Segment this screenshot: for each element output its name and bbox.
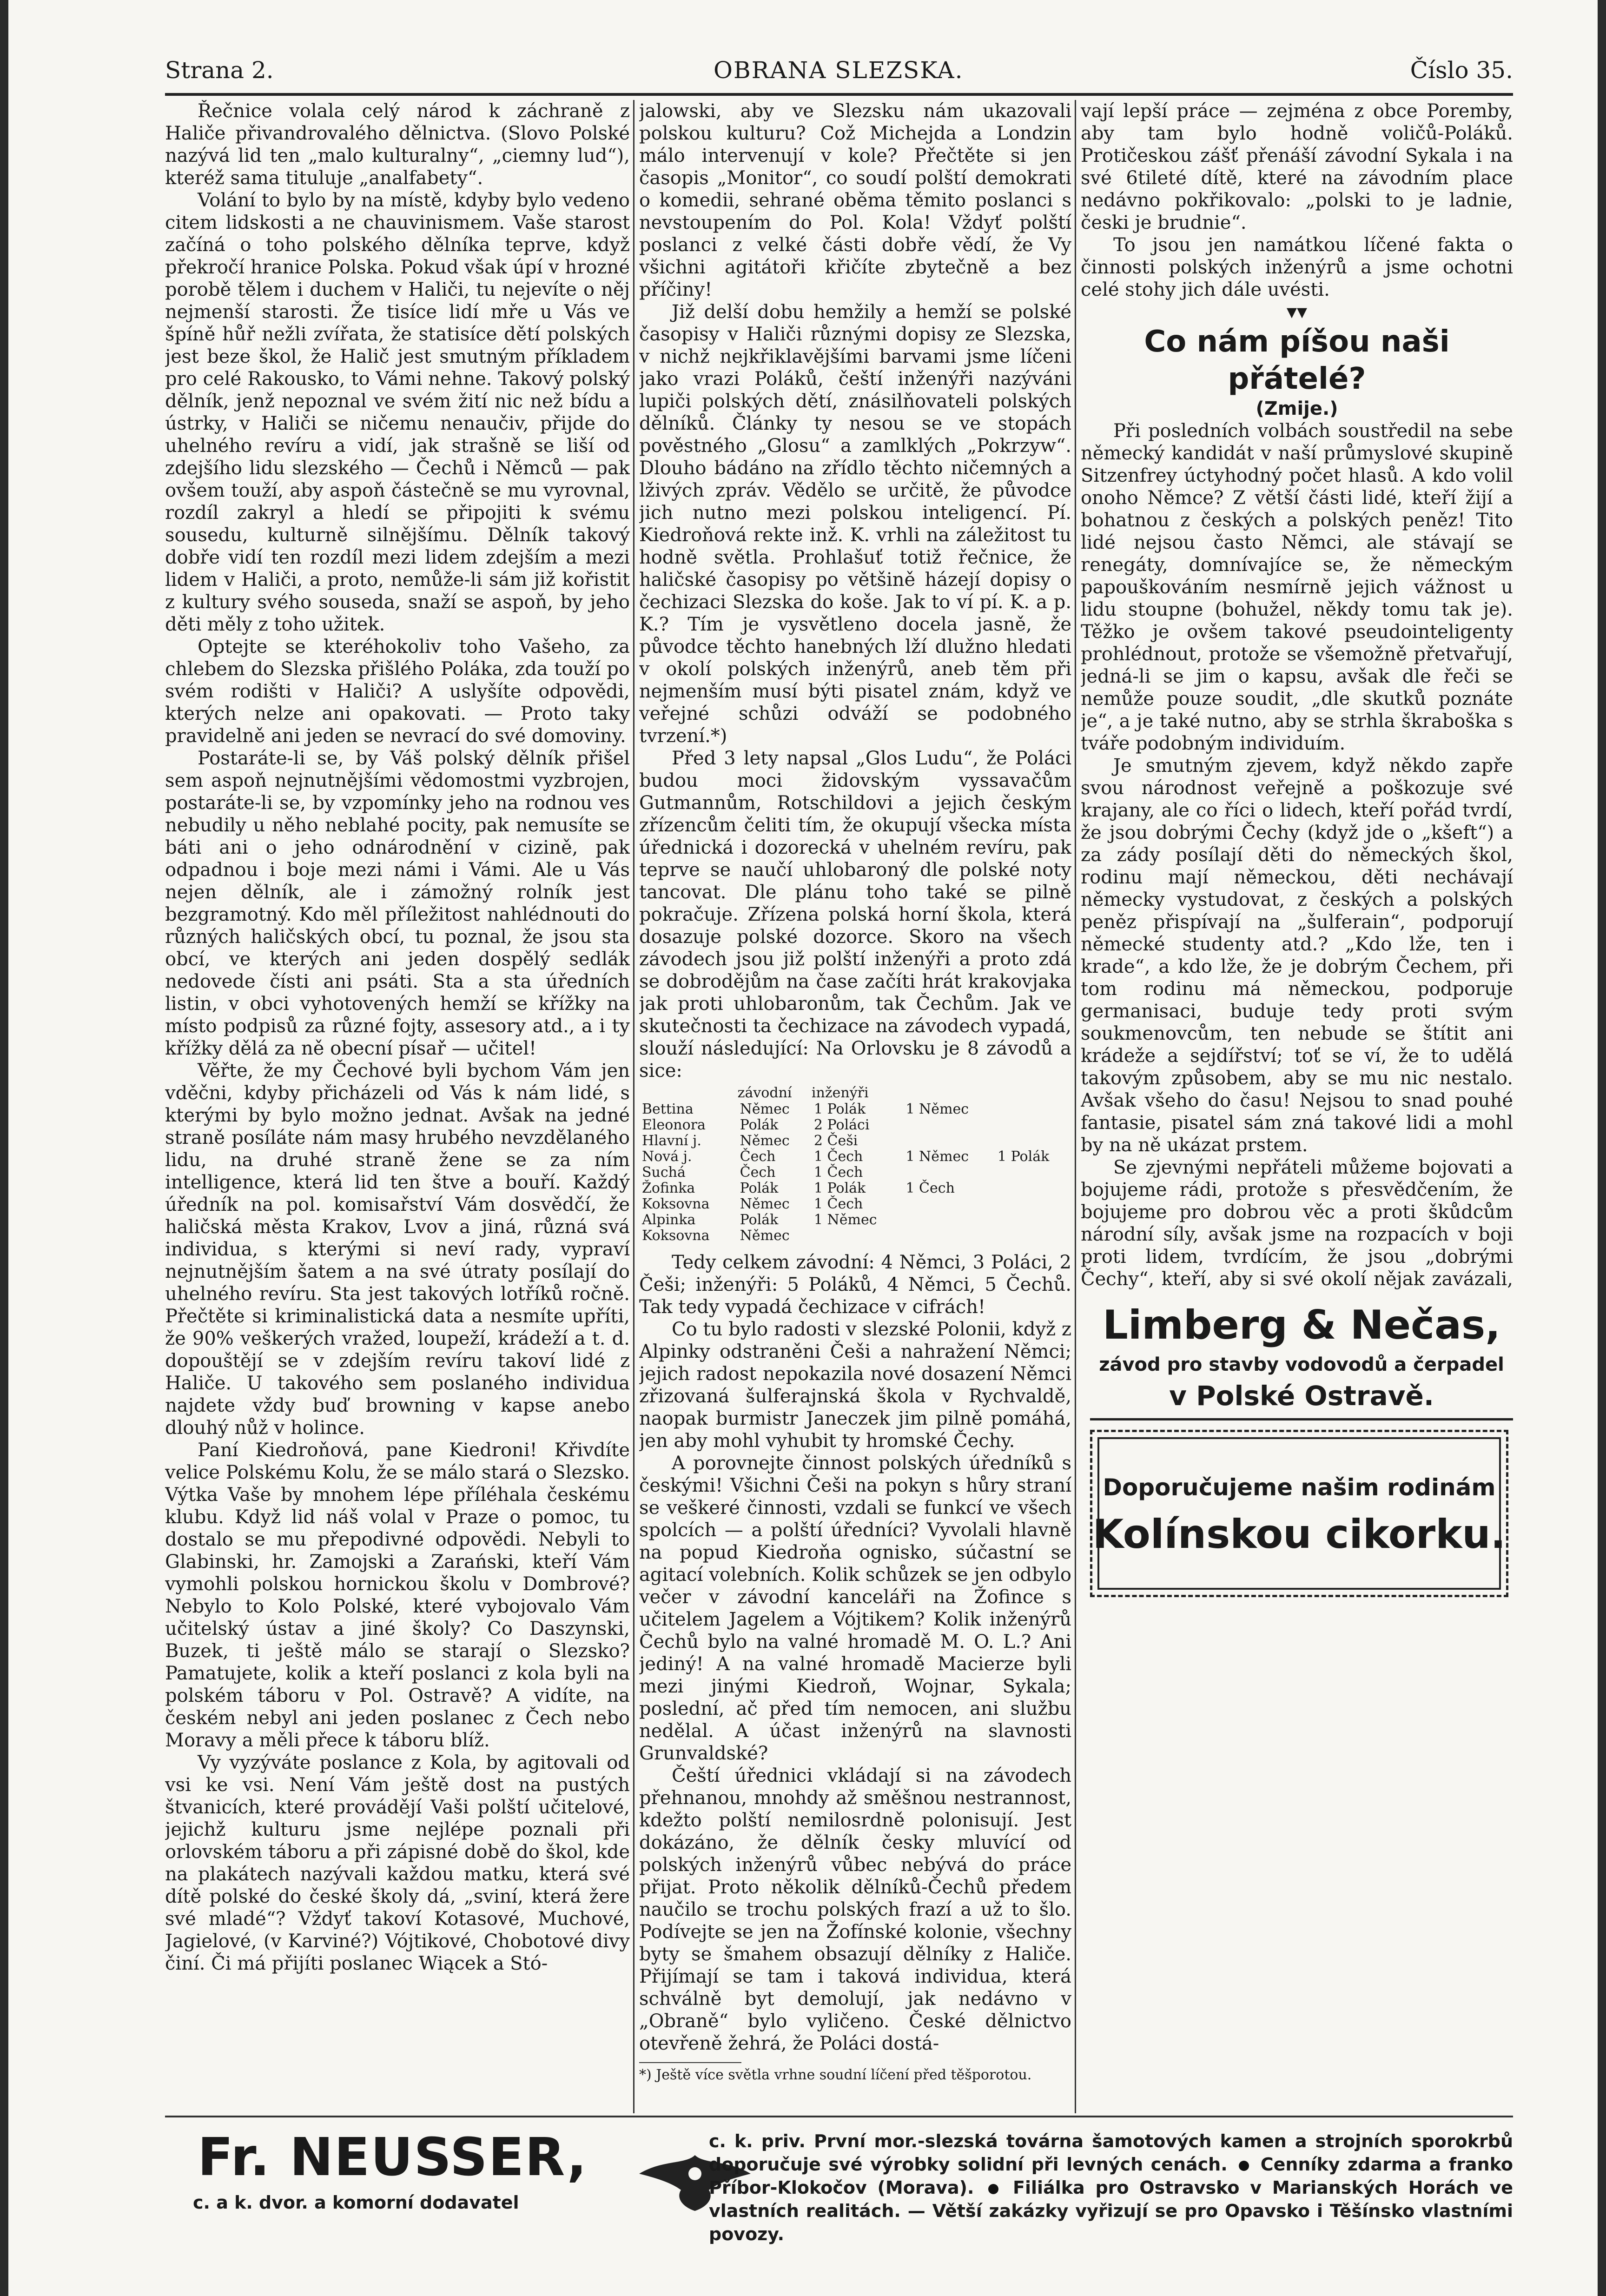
- column-divider-1: [633, 100, 634, 2113]
- issue-number: Číslo 35.: [1410, 57, 1513, 84]
- article-title: Co nám píšou naši přátelé?: [1144, 325, 1450, 396]
- paragraph: vají lepší práce — zejména z obce Poremby, aby tam bylo hodně voličů-Poláků. Protičeskou zášť přenáší závodní Sykala i na své 6tileté dítě, které na závodním place nedávno pokřikovalo: „polski to je ladnie, česki je brudnie“.: [1081, 100, 1513, 233]
- footnote-rule: [639, 2062, 741, 2063]
- ad-neusser-text-b: Cenníky zdarma a franko Příbor-Klokočov (Morava).: [709, 2154, 1513, 2198]
- paragraph: Paní Kiedroňová, pane Kiedroni! Křivdíte velice Polskému Kolu, že se málo stará o Slezsko. Výtka Vaše by mnohem lépe příléhala českému klubu. Když lid náš volal v Praze o pomoc, tu dostalo se mu přepodivné odpovědi. Nebyli to Glabinski, hr. Zamojski a Zarański, kteří Vám vymohli polskou hornickou školu v Dombrové? Nebylo to Kolo Polské, které vybojovalo Vám učitelský ústav a jiné školy? Co Daszynski, Buzek, ti ještě málo se starají o Slezsko? Pamatujete, kolik a kteří poslanci z kola byli na polském táboru v Pol. Ostravě? A vidíte, na českém nebyl ani jeden poslanec z Čech nebo Moravy a měli přece k táboru blíž.: [165, 1440, 630, 1751]
- table-row: Žofinka Polák 1 Polák 1 Čech: [642, 1180, 955, 1196]
- paragraph: Vy vyzýváte poslance z Kola, by agitovali od vsi ke vsi. Není Vám ještě dost na pustých štvanicích, které provádějí Vaši polští učitelové, jejichž kulturu jsme nejlépe poznali při orlovském táboru a při zápisné době do škol, kde na plakátech nazývali každou matku, která své dítě polské do české školy dá, „sviní, která žere své mladé“? Vždyť takoví Kotasové, Muchové, Jagielové, (v Karviné?) Vójtikové, Chobotové divy činí. Či má přijíti poslanec Wiącek a Stó-: [165, 1752, 630, 1974]
- ad-neusser-text-a: c. k. priv. První mor.-slezská továrna šamotových kamen a strojních sporokrbů doporučuje své výrobky solidní při levných cenách.: [709, 2131, 1513, 2175]
- page-number: Strana 2.: [165, 57, 274, 84]
- paragraph: Při posledních volbách soustředil na sebe německý kandidát v naší průmyslové skupině Sitzenfrey úctyhodný počet hlasů. A kdo volil onoho Němce? Z větší části lidé, kteří žijí a bohatnou z českých a polských peněz! Tito lidé nejsou často Němci, ale stávají se renegáty, domnívajíce se, že německým papouškováním nesmírně jejich vážnost u lidu stoupne (bohužel, někdy tomu tak je). Těžko je ovšem takové pseudointeligenty prohlédnout, protože se všemožně přetvařují, jedná-li se jim o kapsu, avšak dle řeči se nemůže pouze soudit, „dle skutků poznáte je“, a je také nutno, aby se strhla škraboška s tváře podobným individuím.: [1081, 420, 1513, 754]
- section-ornament: ▾▾: [1286, 300, 1308, 324]
- column-1: [165, 100, 630, 2113]
- paragraph: Čeští úřednici vkládají si na závodech přehnanou, mnohdy až směšnou nestrannost, kdežto polští nemilosrdně polonisují. Jest dokázáno, že dělník česky mluvící od polských inženýrů vůbec nebývá do práce přijat. Proto několik dělníků-Čechů předem naučilo se trochu polských frazí a už to šlo. Podívejte se jen na Žofínské kolonie, všechny byty se šmahem obsazují dělníky z Haliče. Přijímají se tam i taková individua, která schválně byt demolují, jak nedávno v „Obraně“ bylo vyličeno. České dělnictvo otevřeně žehrá, že Poláci dostá-: [639, 1765, 1071, 2054]
- advertisements: [1090, 1302, 1513, 2111]
- ad-cikorka-line2: Kolínskou cikorku.: [1092, 1511, 1506, 1558]
- table-row: Nová j. Čech 1 Čech 1 Němec 1 Polák: [642, 1148, 1050, 1165]
- ad-limberg-line2: v Polské Ostravě.: [1169, 1380, 1434, 1412]
- bullet-icon: [988, 2184, 998, 2194]
- table-row: Eleonora Polák 2 Poláci: [642, 1117, 870, 1133]
- column-2: [639, 100, 1071, 2113]
- article-subtitle: (Zmije.): [1256, 398, 1338, 419]
- footnote: *) Ještě více světla vrhne soudní líčení před těšporotou.: [639, 2067, 1032, 2083]
- ad-limberg-line1: závod pro stavby vodovodů a čerpadel: [1099, 1354, 1504, 1375]
- newspaper-title: OBRANA SLEZSKA.: [714, 57, 964, 84]
- table-row: Hlavní j. Němec 2 Češi: [642, 1133, 858, 1149]
- ad-limberg-title: Limberg & Nečas,: [1103, 1302, 1500, 1348]
- table-row: Alpinka Polák 1 Němec: [642, 1212, 877, 1228]
- header-rule: [165, 93, 1513, 96]
- table-header-zavodni: závodní: [737, 1085, 792, 1101]
- table-header-inzenyri: inženýři: [811, 1085, 869, 1101]
- paragraph: Tedy celkem závodní: 4 Němci, 3 Poláci, 2 Češi; inženýři: 5 Poláků, 4 Němci, 5 Čechů. Tak tedy vypadá čechizace v cifrách!: [639, 1252, 1071, 1318]
- table-row: Koksovna Němec: [642, 1228, 790, 1244]
- paragraph: Před 3 lety napsal „Glos Ludu“, že Poláci budou moci židovským vyssavačům Gutmannům, Rotschildovi a jejich českým zřízencům čeliti tím, že okupují všecka místa úřednická i dozorecká v uhelném revíru, pak teprve se naučí uhlobaroný dle polské noty tancovat. Dle plánu toho také se pilně pokračuje. Zřízena polská horní škola, která dosazuje polské dozorce. Skoro na všech závodech jsou již polští inženýři a proto zdá se dobrodějům na čase začíti hrát krakovjaka jak proti uhlobaronům, tak Čechům. Jak ve skutečnosti ta čechizace na závodech vypadá, slouží následující: Na Orlovsku je 8 závodů a sice:: [639, 748, 1071, 1082]
- ad-neusser-subtitle: c. a k. dvor. a komorní dodavatel: [193, 2192, 519, 2213]
- paragraph: To jsou jen namátkou líčené fakta o činnosti polských inženýrů a jsme ochotni celé stohy jich dále uvésti.: [1081, 234, 1513, 300]
- table-row: Bettina Němec 1 Polák 1 Němec: [642, 1101, 969, 1117]
- paragraph: Volání to bylo by na místě, kdyby bylo vedeno citem lidskosti a ne chauvinismem. Vaše starost začíná o toho polského dělníka teprve, když překročí hranice Polska. Pokud však úpí v hrozné porobě tělem i duchem v Haliči, tu nejevíte o něj nejmenší starosti. Že tisíce lidí mře u Vás ve špíně hůř nežli zvířata, že statisíce dětí polských jest beze škol, že Halič jest smutným příkladem pro celé Rakousko, to Vámi nehne. Takový polský dělník, jenž nepoznal ve svém žití nic než bídu a ústrky, v Haliči se ničemu nenaučiv, přijde do uhelného revíru a vidí, jak strašně se liší od zdejšího lidu slezského — Čechů i Němců — pak ovšem touží, aby aspoň částečně se mu vyrovnal, rozdíl zakryl a hledí se připojiti k svému sousedu, kulturně silnějšímu. Dělník takový dobře vidí ten rozdíl mezi lidem zdejším a mezi lidem v Haliči, a proto, nemůže-li sám již kořistit z kultury svého souseda, snaží se aspoň, by jeho děti měly z toho užitek.: [165, 190, 630, 635]
- scan-border-left: [0, 0, 8, 2296]
- paragraph: Již delší dobu hemžily a hemží se polské časopisy v Haliči různými dopisy ze Slezska, v nichž nejkřiklavějšími barvami jsme líčeni jako vrazi Poláků, čeští inženýři nazýváni lupiči polských dětí, znásilňovateli polských dělníků. Články ty nesou se ve stopách pověstného „Glosu“ a zamlklých „Pokrzyw“. Dlouho bádáno na zřídlo těchto ničemných a lživých zpráv. Vědělo se určitě, že původce jich nutno mezi polskou inteligencí. Pí. Kiedroňová rekte inž. K. vrhli na záležitost tu hodně světla. Prohlašuť totiž řečnice, že haličské časopisy po většině házejí dopisy o čechizaci Slezska do koše. Jak to ví pí. K. a p. K.? Tím je vysvětleno docela jasně, že původce těchto hanebných lží dlužno hledati v okolí polských inženýrů, aneb těm při nejmenším musí býti pisatel znám, když ve veřejné schůzi odváží se podobného tvrzení.*): [639, 301, 1071, 747]
- table-row: Suchá Čech 1 Čech: [642, 1164, 863, 1181]
- works-table: [639, 1085, 1071, 1244]
- ad-rule: [1090, 1418, 1513, 1420]
- scan-border-right: [1598, 0, 1606, 2296]
- paragraph: Věřte, že my Čechové byli bychom Vám jen vděčni, kdyby přicházeli od Vás k nám lidé, s kterými by bylo možno jednat. Avšak na jedné straně posíláte nám masy hrubého nevzdělaného lidu, na druhé straně žene se za ním intelligence, která lid ten štve a bouří. Každý úředník na pol. komisařství Vám dosvědčí, že haličská města Krakov, Lvov a jiná, různá svá individua, s kterými si neví rady, vypraví nejnutnějším šatem a na své útraty posílají do uhelného revíru. Sta jest takových lotříků ročně. Přečtěte si kriminalistická data a nesmíte upříti, že 90% veškerých vražed, loupeží, krádeží a t. d. dopouštějí se v zdejším revíru takoví lidé z Haliče. U takového sem poslaného individua najdete vždy buď browning v kapse anebo dlouhý nůž v holince.: [165, 1060, 630, 1439]
- paragraph: A porovnejte činnost polských úředníků s českými! Všichni Češi na pokyn s hůry straní se veškeré činnosti, vzdali se funkcí ve všech spolcích — a polští úředníci? Vyvolali hlavně na popud Kiedroňa ognisko, súčastní se agitací volebních. Kolik schůzek se jen odbylo večer v závodní kanceláři na Žofince s učitelem Jagelem a Vójtikem? Kolik inženýrů Čechů bylo na valné hromadě M. O. L.? Ani jediný! A na valné hromadě Macierze byli mezi jinými Kiedroň, Wojnar, Sykala; poslední, ač před tím nemocen, ani službu nedělal. A účast inženýrů na slavnosti Grunvaldské?: [639, 1453, 1071, 1764]
- ad-neusser-name: Fr. NEUSSER,: [198, 2127, 588, 2188]
- column-3: [1081, 100, 1513, 1290]
- ad-neusser-text: [709, 2130, 1513, 2246]
- table-row: Koksovna Němec 1 Čech: [642, 1196, 863, 1212]
- ad-cikorka-box: [1090, 1430, 1508, 1597]
- ad-neusser: [165, 2123, 1513, 2243]
- paragraph: Se zjevnými nepřáteli můžeme bojovati a bojujeme rádi, protože s přesvědčením, že bojujeme pro dobrou věc a proti škůdcům národní síly, avšak jsme na rozpacích v boji proti lidem, tvrdícím, že jsou „dobrými Čechy“, kteří, aby si své okolí nějak zavázali,: [1081, 1157, 1513, 1290]
- ad-cikorka-line1: Doporučujeme našim rodinám: [1103, 1474, 1496, 1501]
- page-header: [165, 52, 1513, 89]
- paragraph: Postaráte-li se, by Váš polský dělník přišel sem aspoň nejnutnějšími vědomostmi vyzbrojen, postaráte-li se, by vzpomínky jeho na rodnou ves nebudily u něho neblahé pocity, pak nemusíte se báti ani o jeho odnárodnění v cizině, pak odpadnou i boje mezi námi i Vámi. Ale u Vás nejen dělník, ale i zámožný rolník jest bezgramotný. Kdo měl příležitost nahlédnouti do různých haličských obcí, tu poznal, že jsou sta obcí, ve kterých ani jeden dospělý sedlák nedovede čísti ani psáti. Sta a sta úředních listin, v obci vyhotovených hemží se křížky na místo podpisů za různé fojty, assesory atd., a i ty křížky dělá za ně obecní písař — učitel!: [165, 748, 630, 1059]
- ad-neusser-text-c: Filiálka pro Ostravsko v Marianských Horách ve vlastních realitách. — Větší zakázky vyřizují se pro Opavsko i Těšínsko vlastními povozy.: [709, 2177, 1513, 2244]
- paragraph: Optejte se kteréhokoliv toho Vašeho, za chlebem do Slezska přišlého Poláka, zda touží po svém rodišti v Haliči? A uslyšíte odpovědi, kterých nelze ani opakovati. — Proto taky pravidelně ani jeden se nevrací do své domoviny.: [165, 636, 630, 747]
- paragraph: Co tu bylo radosti v slezské Polonii, když z Alpinky odstraněni Češi a nahražení Němci; jejich radost nepokazila nové dosazení Němci zřizovaná šulferajnská škola v Rychvaldě, naopak burmistr Janeczek jim pilně pomáhá, jen aby mohl vyhubit ty hromské Čechy.: [639, 1319, 1071, 1452]
- bullet-icon: [1239, 2161, 1249, 2171]
- paragraph: Řečnice volala celý národ k záchraně z Haliče přivandrovalého dělnictva. (Slovo Polské nazývá lid ten „malo kulturalny“, „ciemny lud“), kteréž sama tituluje „analfabety“.: [165, 100, 630, 189]
- paragraph: jalowski, aby ve Slezsku nám ukazovali polskou kulturu? Což Michejda a Londzin málo intervenují v kole? Přečtěte si jen časopis „Monitor“, co soudí polští demokrati o komedii, sehrané oběma těmito poslanci s nevstoupením do Pol. Kola! Vždyť polští poslanci z velké části dobře vědí, že Vy všichni agitátoři křičíte zbytečně a bez příčiny!: [639, 100, 1071, 300]
- paragraph: Je smutným zjevem, když někdo zapře svou národnost veřejně a poškozuje své krajany, ale co říci o lidech, kteří pořád tvrdí, že jsou dobrými Čechy (když jde o „kšeft“) a za zády posílají děti do německých škol, rodinu mají německou, děti nechávají německy vystudovat, z českých a polských peněz přispívají na „šulferain“, podporují německé studenty atd.? „Kdo lže, ten i krade“, a kdo lže, že je dobrým Čechem, při tom rodinu má německou, podporuje germanisaci, buduje tedy proti svým soukmenovcům, ten nebude se štítit ani krádeže a sejdířství; toť se ví, že to udělá takovým způsobem, aby se mu nic nestalo. Avšak všeho do času! Nejsou to snad pouhé fantasie, pisatel sám zná takové lidi a mohl by na ně ukázat prstem.: [1081, 755, 1513, 1156]
- bottom-rule: [165, 2116, 1513, 2117]
- column-divider-2: [1075, 100, 1076, 2113]
